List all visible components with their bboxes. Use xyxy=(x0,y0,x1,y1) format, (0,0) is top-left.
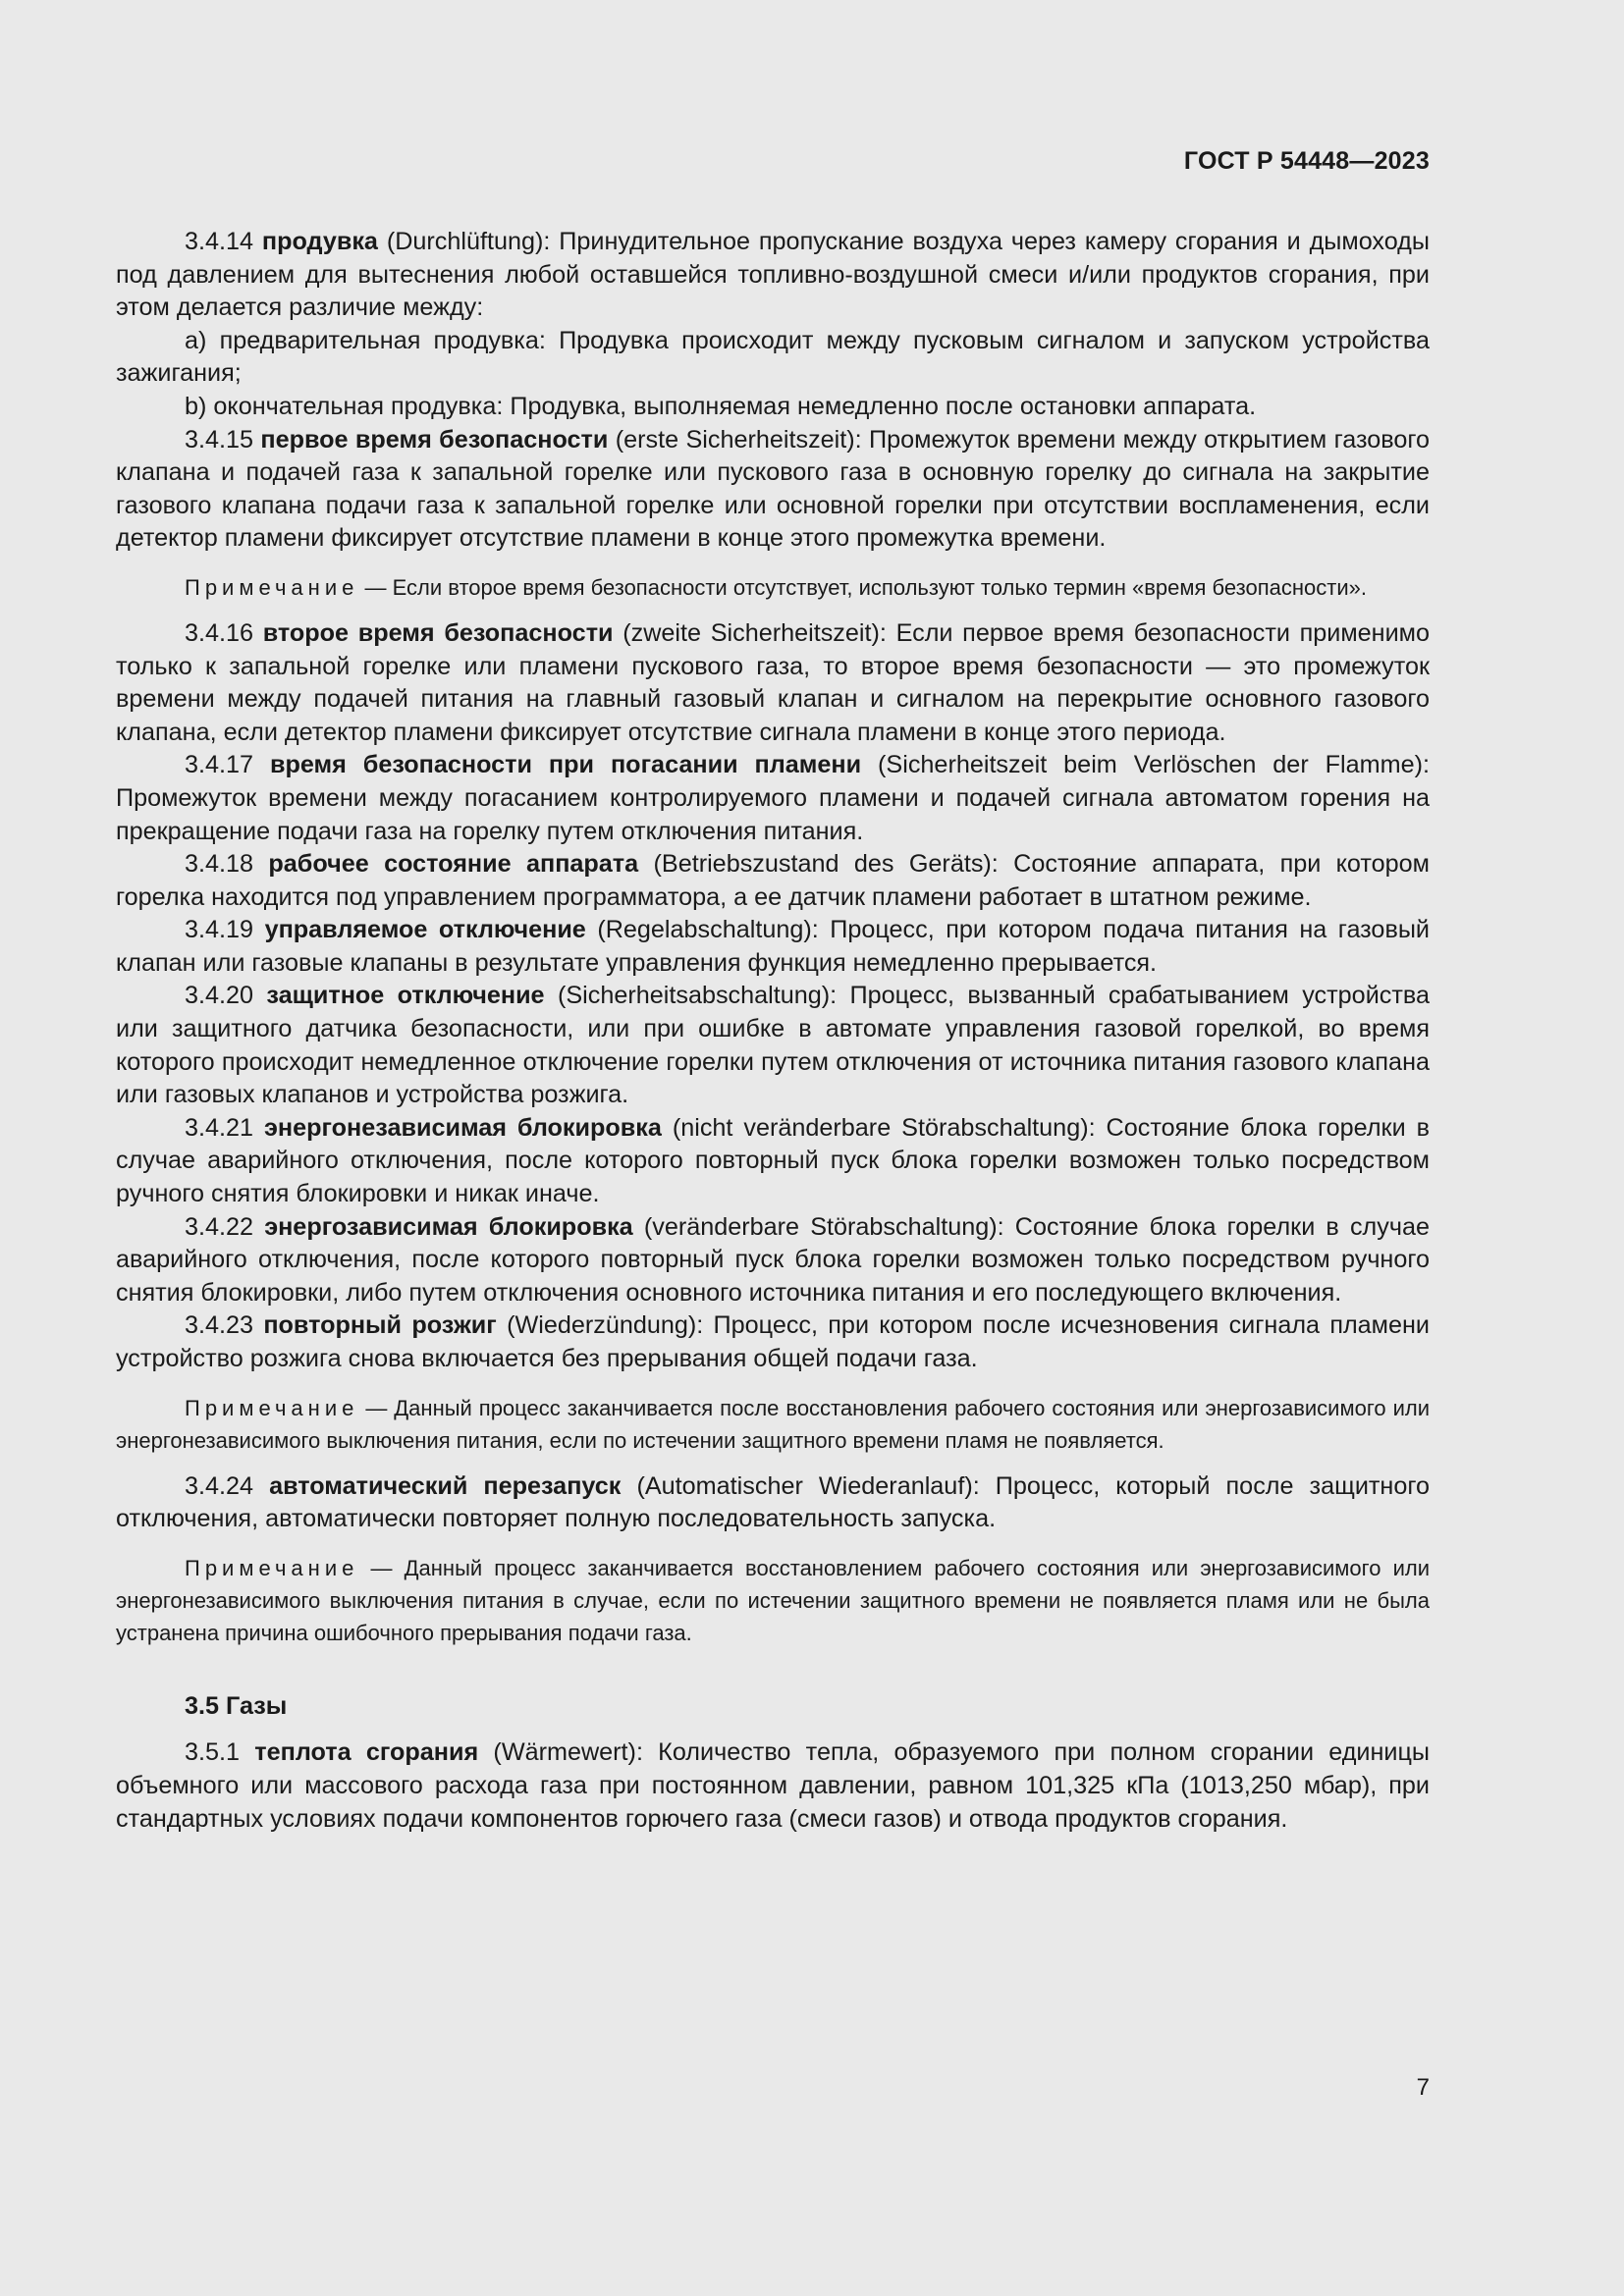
term-title: управляемое отключение xyxy=(264,916,586,944)
note-text: — Данный процесс заканчивается восстановлением рабочего состояния или энергозависимого или энергонезависимого выключения питания в случае, если по истечении защитного времени не появляется пламя или не была устранена причина ошибочного прерывания подачи газа. xyxy=(116,1555,1430,1645)
term-definition: (erste Sicherheitszeit): Промежуток времени между открытием газового клапана и подачей газа к запальной горелке или пускового газа в основную горелку до сигнала на закрытие газового клапана подачи газа к запальной горелке или основной горелки при отсутствии воспламенения, если детектор пламени фиксирует отсутствие пламени в конце этого промежутка времени. xyxy=(116,425,1430,553)
note-text: — Если второе время безопасности отсутствует, используют только термин «время безопасности». xyxy=(358,574,1367,600)
term-3-5-1 xyxy=(116,1736,1430,1836)
term-3-4-18 xyxy=(116,848,1430,914)
term-definition: (Wärmewert): Количество тепла, образуемого при полном сгорании единицы объемного или массового расхода газа при постоянном давлении, равном 101,325 кПа (1013,250 мбар), при стандартных условиях подачи компонентов горючего газа (смеси газов) и отвода продуктов сгорания. xyxy=(116,1738,1430,1833)
document-body xyxy=(116,226,1430,1836)
note-2 xyxy=(116,1392,1430,1457)
term-title: теплота сгорания xyxy=(254,1738,479,1767)
note-1 xyxy=(116,571,1430,604)
term-3-4-14 xyxy=(116,226,1430,325)
term-3-4-24 xyxy=(116,1470,1430,1536)
term-definition: (zweite Sicherheitszeit): Если первое время безопасности применимо только к запальной горелке или пламени пускового газа, то второе время безопасности — это промежуток времени между подачей питания на главный газовый клапан и сигналом на перекрытие основного газового клапана, если детектор пламени фиксирует отсутствие сигнала пламени в конце этого периода. xyxy=(116,618,1430,746)
term-number: 3.4.16 xyxy=(185,618,263,647)
term-definition: (veränderbare Störabschaltung): Состояние блока горелки в случае аварийного отключения, после которого повторный пуск блока горелки возможен только посредством ручного снятия блокировки, либо путем отключения основного источника питания и его последующего включения. xyxy=(116,1212,1430,1307)
term-number: 3.4.22 xyxy=(185,1212,265,1241)
term-3-4-23 xyxy=(116,1309,1430,1375)
term-number: 3.4.21 xyxy=(185,1113,264,1142)
term-definition: (Betriebszustand des Geräts): Состояние аппарата, при котором горелка находится под управлением программатора, а ее датчик пламени работает в штатном режиме. xyxy=(116,850,1430,911)
note-label: Примечание xyxy=(185,1555,359,1580)
page-number: 7 xyxy=(1416,2074,1430,2101)
term-definition: (Sicherheitszeit beim Verlöschen der Flamme): Промежуток времени между погасанием контролируемого пламени и подачей сигнала автоматом горения на прекращение подачи газа на горелку путем отключения питания. xyxy=(116,751,1431,845)
term-definition: (Durchlüftung): Принудительное пропускание воздуха через камеру сгорания и дымоходы под давлением для вытеснения любой оставшейся топливно-воздушной смеси и/или продуктов сгорания, при этом делается различие между: xyxy=(116,228,1430,322)
term-number: 3.4.17 xyxy=(185,751,270,779)
note-3 xyxy=(116,1552,1430,1649)
term-definition: (Regelabschaltung): Процесс, при котором подача питания на газовый клапан или газовые клапаны в результате управления функция немедленно прерывается. xyxy=(116,916,1430,977)
term-title: энергозависимая блокировка xyxy=(264,1212,633,1241)
term-3-4-15 xyxy=(116,424,1430,556)
term-number: 3.4.20 xyxy=(185,982,267,1010)
term-3-4-19 xyxy=(116,914,1430,980)
term-definition: (Sicherheitsabschaltung): Процесс, вызванный срабатыванием устройства или защитного датчика безопасности, или при ошибке в автомате управления газовой горелкой, во время которого происходит немедленное отключение горелки путем отключения от источника питания газового клапана или газовых клапанов и устройства розжига. xyxy=(116,982,1430,1109)
term-3-4-20 xyxy=(116,980,1430,1111)
term-title: продувка xyxy=(261,228,378,255)
term-title: время безопасности при погасании пламени xyxy=(269,751,862,779)
term-title: второе время безопасности xyxy=(262,618,614,647)
term-title: первое время безопасности xyxy=(260,425,609,454)
term-number: 3.4.19 xyxy=(185,916,265,944)
term-3-4-21 xyxy=(116,1112,1430,1211)
term-title: энергонезависимая блокировка xyxy=(264,1113,662,1142)
term-number: 3.4.18 xyxy=(185,850,269,879)
term-number: 3.4.24 xyxy=(185,1471,270,1500)
term-title: рабочее состояние аппарата xyxy=(268,850,639,879)
list-item-b: b) окончательная продувка: Продувка, выполняемая немедленно после остановки аппарата. xyxy=(185,392,1257,420)
term-number: 3.5.1 xyxy=(185,1738,255,1767)
term-number: 3.4.15 xyxy=(185,425,261,454)
term-3-4-16 xyxy=(116,617,1430,749)
term-definition: (Automatischer Wiederanlauf): Процесс, который после защитного отключения, автоматически повторяет полную последовательность запуска. xyxy=(116,1471,1430,1533)
term-3-4-22 xyxy=(116,1211,1430,1310)
note-text: — Данный процесс заканчивается после восстановления рабочего состояния или энергозависимого или энергонезависимого выключения питания, если по истечении защитного времени пламя не появляется. xyxy=(116,1395,1430,1453)
term-3-4-17 xyxy=(116,749,1430,848)
list-item-a: а) предварительная продувка: Продувка происходит между пусковым сигналом и запуском устройства зажигания; xyxy=(116,326,1430,388)
section-heading: 3.5 Газы xyxy=(185,1691,288,1720)
term-number: 3.4.14 xyxy=(185,228,262,255)
document-code: ГОСТ Р 54448—2023 xyxy=(1183,147,1430,175)
note-label: Примечание xyxy=(185,574,359,600)
term-definition: (nicht veränderbare Störabschaltung): Состояние блока горелки в случае аварийного отключения, после которого повторный пуск блока горелки возможен только посредством ручного снятия блокировки и никак иначе. xyxy=(116,1113,1430,1208)
term-title: защитное отключение xyxy=(266,982,545,1010)
note-label: Примечание xyxy=(185,1395,359,1420)
term-definition: (Wiederzündung): Процесс, при котором после исчезновения сигнала пламени устройство розжига снова включается без прерывания общей подачи газа. xyxy=(116,1311,1430,1372)
term-number: 3.4.23 xyxy=(185,1311,264,1340)
term-title: повторный розжиг xyxy=(263,1311,497,1340)
term-title: автоматический перезапуск xyxy=(269,1471,622,1500)
